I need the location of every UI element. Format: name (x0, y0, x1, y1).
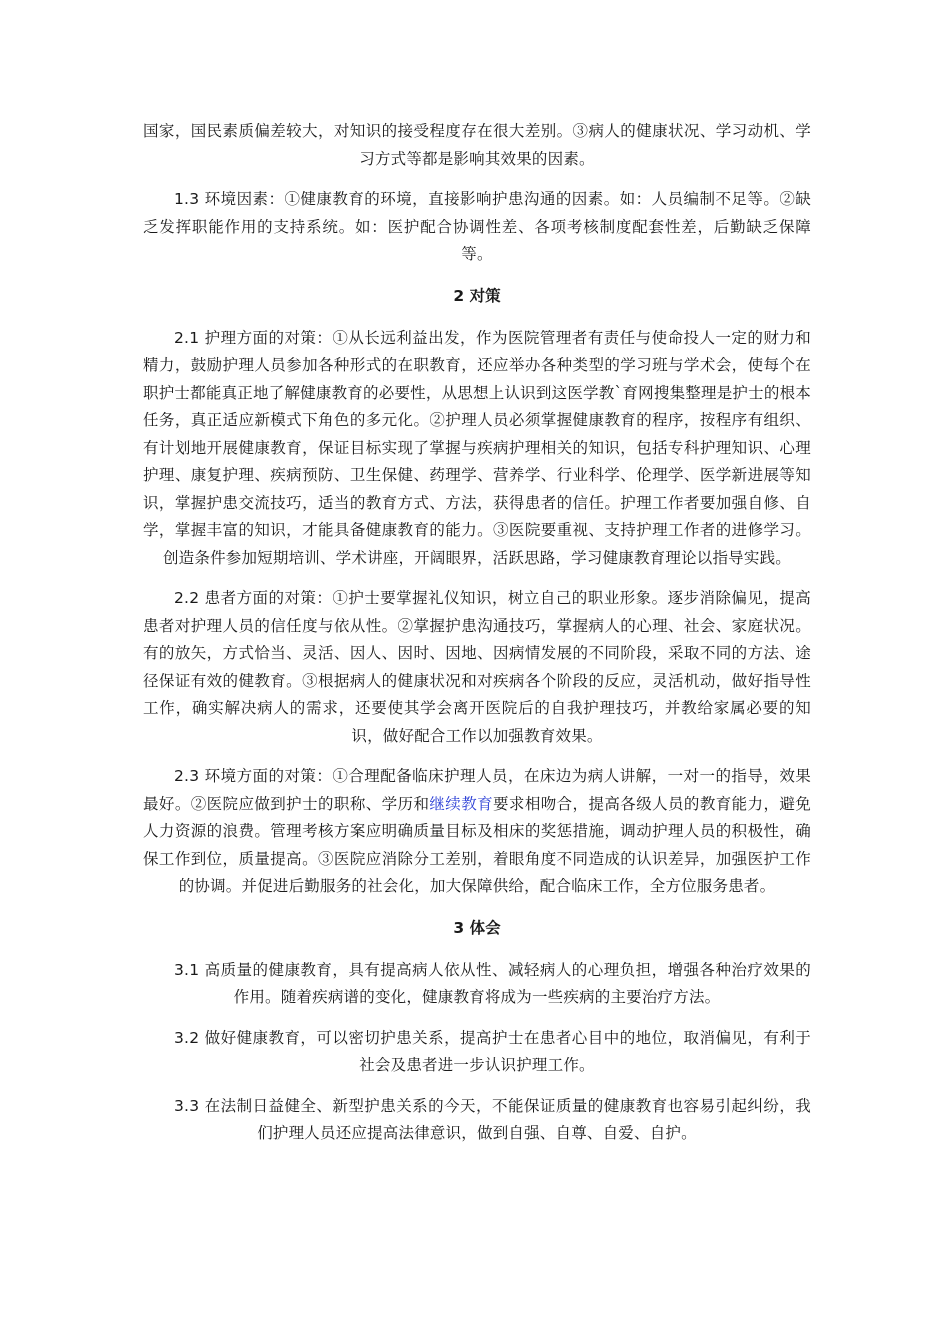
paragraph-2-1 (143, 325, 811, 573)
paragraph-1-2-continued (143, 118, 811, 173)
section-number: 3.1 (174, 960, 200, 979)
section-heading-2 (143, 282, 811, 310)
section-number: 3.3 (174, 1096, 200, 1115)
document-page (143, 118, 811, 1161)
paragraph-2-2 (143, 585, 811, 750)
section-number: 3.2 (174, 1028, 200, 1047)
paragraph-text-b: 要求相吻合，提高各级人员的教育能力，避免人力资源的浪费。管理考核方案应明确质量目标及相床的奖惩措施，调动护理人员的积极性，确保工作到位，质量提高。③医院应消除分工差别，着眼角度不同造成的认识差异，加强医护工作的协调。并促进后勤服务的社会化，加大保障供给，配合临床工作，全方位服务患者。 (143, 794, 811, 895)
paragraph-text: 患者方面的对策：①护士要掌握礼仪知识，树立自己的职业形象。逐步消除偏见，提高患者对护理人员的信任度与依从性。②掌握护患沟通技巧，掌握病人的心理、社会、家庭状况。有的放矢，方式恰当、灵活、因人、因时、因地、因病情发展的不同阶段，采取不同的方法、途径保证有效的健教育。③根据病人的健康状况和对疾病各个阶段的反应，灵活机动，做好指导性工作，确实解决病人的需求，还要使其学会离开医院后的自我护理技巧，并教给家属必要的知识，做好配合工作以加强教育效果。 (143, 589, 811, 745)
heading-text: 体会 (469, 917, 501, 937)
section-number: 1.3 (174, 190, 200, 208)
paragraph-text-a: 环境方面的对策：①合理配备临床护理人员，在床边为病人讲解，一对一的指导，效果最好。②医院应做到护士的职称、学历和 (143, 767, 811, 813)
paragraph-text: 在法制日益健全、新型护患关系的今天，不能保证质量的健康教育也容易引起纠纷，我们护理人员还应提高法律意识，做到自强、自尊、自爱、自护。 (204, 1096, 811, 1142)
paragraph-text: 护理方面的对策：①从长远利益出发，作为医院管理者有责任与使命投人一定的财力和精力，鼓励护理人员参加各种形式的在职教育，还应举办各种类型的学习班与学术会，使每个在职护士都能真正地了解健康教育的必要性，从思想上认识到这医学教`育网搜集整理是护士的根本任务，真正适应新模式下角色的多元化。②护理人员必须掌握健康教育的程序，按程序有组织、有计划地开展健康教育，保证目标实现了掌握与疾病护理相关的知识，包括专科护理知识、心理护理、康复护理、疾病预防、卫生保健、药理学、营养学、行业科学、伦理学、医学新进展等知识，掌握护患交流技巧，适当的教育方式、方法，获得患者的信任。护理工作者要加强自修、自学，掌握丰富的知识，才能具备健康教育的能力。③医院要重视、支持护理工作者的进修学习。创造条件参加短期培训、学术讲座，开阔眼界，活跃思路，学习健康教育理论以指导实践。 (143, 328, 811, 567)
paragraph-text: 做好健康教育，可以密切护患关系，提高护士在患者心目中的地位，取消偏见，有利于社会及患者进一步认识护理工作。 (204, 1028, 811, 1074)
paragraph-1-3 (143, 186, 811, 269)
paragraph-3-1 (143, 957, 811, 1012)
section-number: 2.2 (174, 589, 200, 607)
paragraph-3-3 (143, 1093, 811, 1148)
section-number: 2.3 (174, 767, 200, 785)
heading-text: 对策 (469, 285, 501, 305)
heading-number: 2 (453, 286, 465, 305)
paragraph-2-3 (143, 763, 811, 901)
continuing-education-link[interactable]: 继续教育 (429, 794, 494, 813)
paragraph-text: 高质量的健康教育，具有提高病人依从性、减轻病人的心理负担，增强各种治疗效果的作用。随着疾病谱的变化，健康教育将成为一些疾病的主要治疗方法。 (204, 960, 811, 1006)
section-number: 2.1 (174, 328, 200, 347)
paragraph-text: 环境因素：①健康教育的环境，直接影响护患沟通的因素。如：人员编制不足等。②缺乏发挥职能作用的支持系统。如：医护配合协调性差、各项考核制度配套性差，后勤缺乏保障等。 (143, 190, 811, 263)
paragraph-3-2 (143, 1025, 811, 1080)
heading-number: 3 (453, 918, 465, 937)
paragraph-text: 国家，国民素质偏差较大，对知识的接受程度存在很大差别。③病人的健康状况、学习动机、学习方式等都是影响其效果的因素。 (143, 122, 811, 168)
section-heading-3 (143, 914, 811, 942)
